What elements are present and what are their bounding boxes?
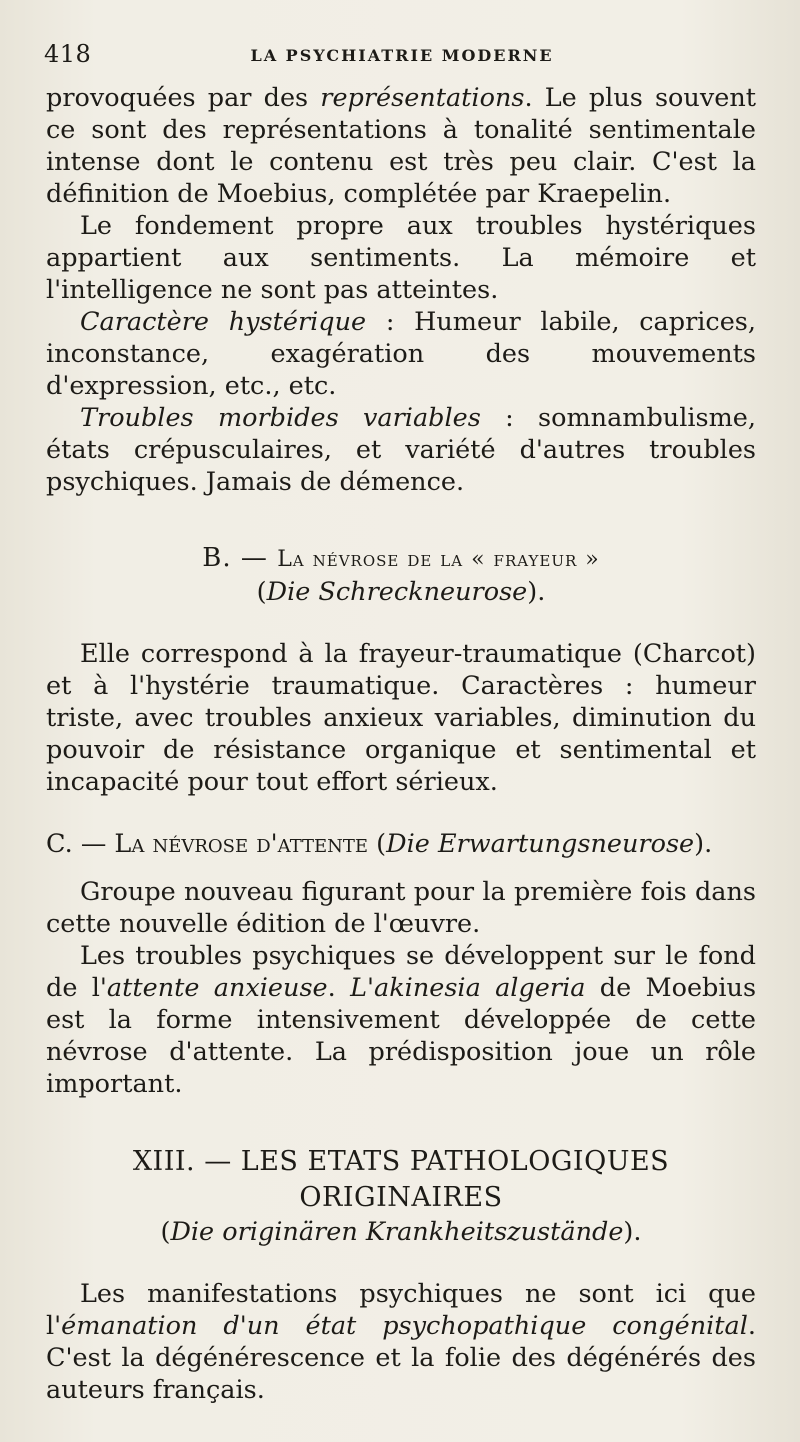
text-run: Les manifestations psychiques ne sont ici que l'	[46, 1279, 756, 1341]
paragraph-5: Elle correspond à la frayeur-traumatique (Charcot) et à l'hystérie traumatique. Caractères : humeur triste, avec troubles anxieux variables, diminution du pouvoir de résistance organique et sentimental et incapacité pour tout effort sérieux.	[46, 639, 756, 797]
paren: (	[368, 829, 387, 859]
page-number: 418	[44, 40, 92, 68]
subtitle-italic: Die Schreckneurose	[266, 577, 528, 607]
paragraph-3	[46, 306, 756, 402]
text-run: : somnambulisme, états crépusculaires, et variété d'autres troubles psychiques. Jamais de démence.	[46, 403, 757, 497]
chapter-title-line-1: XIII. — LES ETATS PATHOLOGIQUES	[132, 1146, 670, 1177]
italic-term: L'akinesia algeria	[350, 973, 586, 1003]
section-b-heading	[46, 542, 756, 576]
section-letter: B. —	[202, 543, 278, 573]
italic-term: représentations	[320, 83, 525, 113]
paragraph-2: Le fondement propre aux troubles hystériques appartient aux sentiments. La mémoire et l'intelligence ne sont pas atteintes.	[46, 211, 756, 305]
subtitle-italic: Die Erwartungsneurose	[386, 829, 695, 859]
text-run: . C'est la dégénérescence et la folie des dégénérés des auteurs français.	[46, 1311, 756, 1405]
text-run: provoquées par des	[46, 83, 321, 113]
section-title: La névrose d'attente	[114, 829, 369, 859]
page-body	[46, 82, 756, 1406]
paragraph-4	[46, 402, 756, 498]
running-title: LA PSYCHIATRIE MODERNE	[250, 46, 554, 65]
paragraph-8	[46, 1278, 756, 1406]
italic-term: Troubles morbides variables	[80, 403, 481, 433]
italic-term: Caractère hystérique	[80, 307, 367, 337]
paren: (	[160, 1217, 171, 1247]
text-run: Les troubles psychiques se développent sur le fond de l'	[46, 941, 756, 1003]
paragraph-6: Groupe nouveau figurant pour la première fois dans cette nouvelle édition de l'œuvre.	[46, 877, 756, 939]
section-letter: C. —	[46, 829, 115, 859]
section-title: La névrose de la « frayeur »	[277, 547, 600, 572]
paren: ).	[623, 1217, 642, 1247]
paragraph-7	[46, 940, 756, 1100]
page-header	[44, 40, 760, 74]
chapter-title-line-2: ORIGINAIRES	[299, 1182, 503, 1213]
section-b-subtitle	[46, 576, 756, 608]
text-run: .	[327, 973, 351, 1003]
text-run: : Humeur labile, caprices, inconstance, exagération des mouvements d'expression, etc., etc.	[46, 307, 756, 401]
text-run: de Moebius est la forme intensivement développée de cette névrose d'attente. La prédisposition joue un rôle important.	[46, 973, 757, 1099]
paren: ).	[527, 577, 546, 607]
italic-term: attente anxieuse	[106, 973, 328, 1003]
paren: (	[256, 577, 267, 607]
subtitle-italic: Die originären Krankheitszustände	[170, 1217, 624, 1247]
italic-term: émanation d'un état psychopathique congénital	[61, 1311, 748, 1341]
paren: ).	[694, 829, 713, 859]
section-c-heading	[46, 828, 756, 860]
chapter-subtitle	[46, 1216, 756, 1248]
paragraph-1	[46, 82, 756, 210]
text-run: . Le plus souvent ce sont des représentations à tonalité sentimentale intense dont le contenu est très peu clair. C'est la définition de Moebius, complétée par Kraepelin.	[46, 83, 756, 209]
